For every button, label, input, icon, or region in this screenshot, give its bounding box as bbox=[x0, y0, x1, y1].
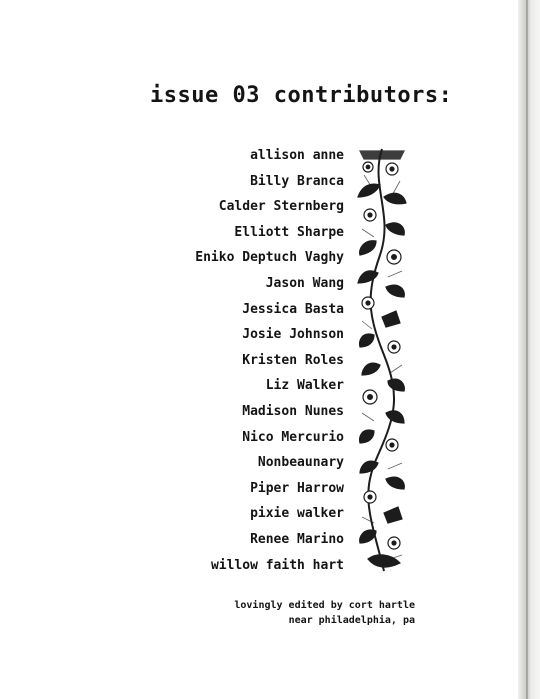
contributor-name: Renee Marino bbox=[250, 531, 344, 547]
contributor-name: Madison Nunes bbox=[242, 403, 344, 419]
contributor-name: Jason Wang bbox=[265, 275, 344, 291]
contributor-name: allison anne bbox=[250, 148, 344, 163]
contributor-name: Kristen Roles bbox=[242, 352, 344, 368]
contributor-name: Elliott Sharpe bbox=[234, 224, 344, 240]
scan-binding-edge bbox=[518, 0, 540, 699]
contributor-name: Jessica Basta bbox=[242, 301, 344, 317]
contributor-name: Nico Mercurio bbox=[242, 429, 344, 445]
contributor-name: Eniko Deptuch Vaghy bbox=[195, 250, 344, 266]
location-credit: near philadelphia, pa bbox=[288, 615, 415, 626]
contributor-name: Piper Harrow bbox=[250, 480, 344, 496]
credits-block bbox=[234, 598, 415, 628]
contributor-name: Nonbeaunary bbox=[257, 455, 344, 471]
floral-vine-border-icon bbox=[356, 145, 408, 575]
editor-credit: lovingly edited by cort hartle bbox=[234, 600, 415, 611]
page-title: issue 03 contributors: bbox=[150, 83, 453, 108]
contributor-name: Liz Walker bbox=[265, 378, 344, 394]
contributor-name: Billy Branca bbox=[250, 173, 344, 189]
contributor-name: Calder Sternberg bbox=[218, 199, 344, 215]
contributors-list bbox=[195, 146, 344, 581]
contributor-name: pixie walker bbox=[250, 506, 344, 522]
contributor-name: Josie Johnson bbox=[242, 327, 344, 343]
contributor-name: willow faith hart bbox=[210, 557, 344, 573]
